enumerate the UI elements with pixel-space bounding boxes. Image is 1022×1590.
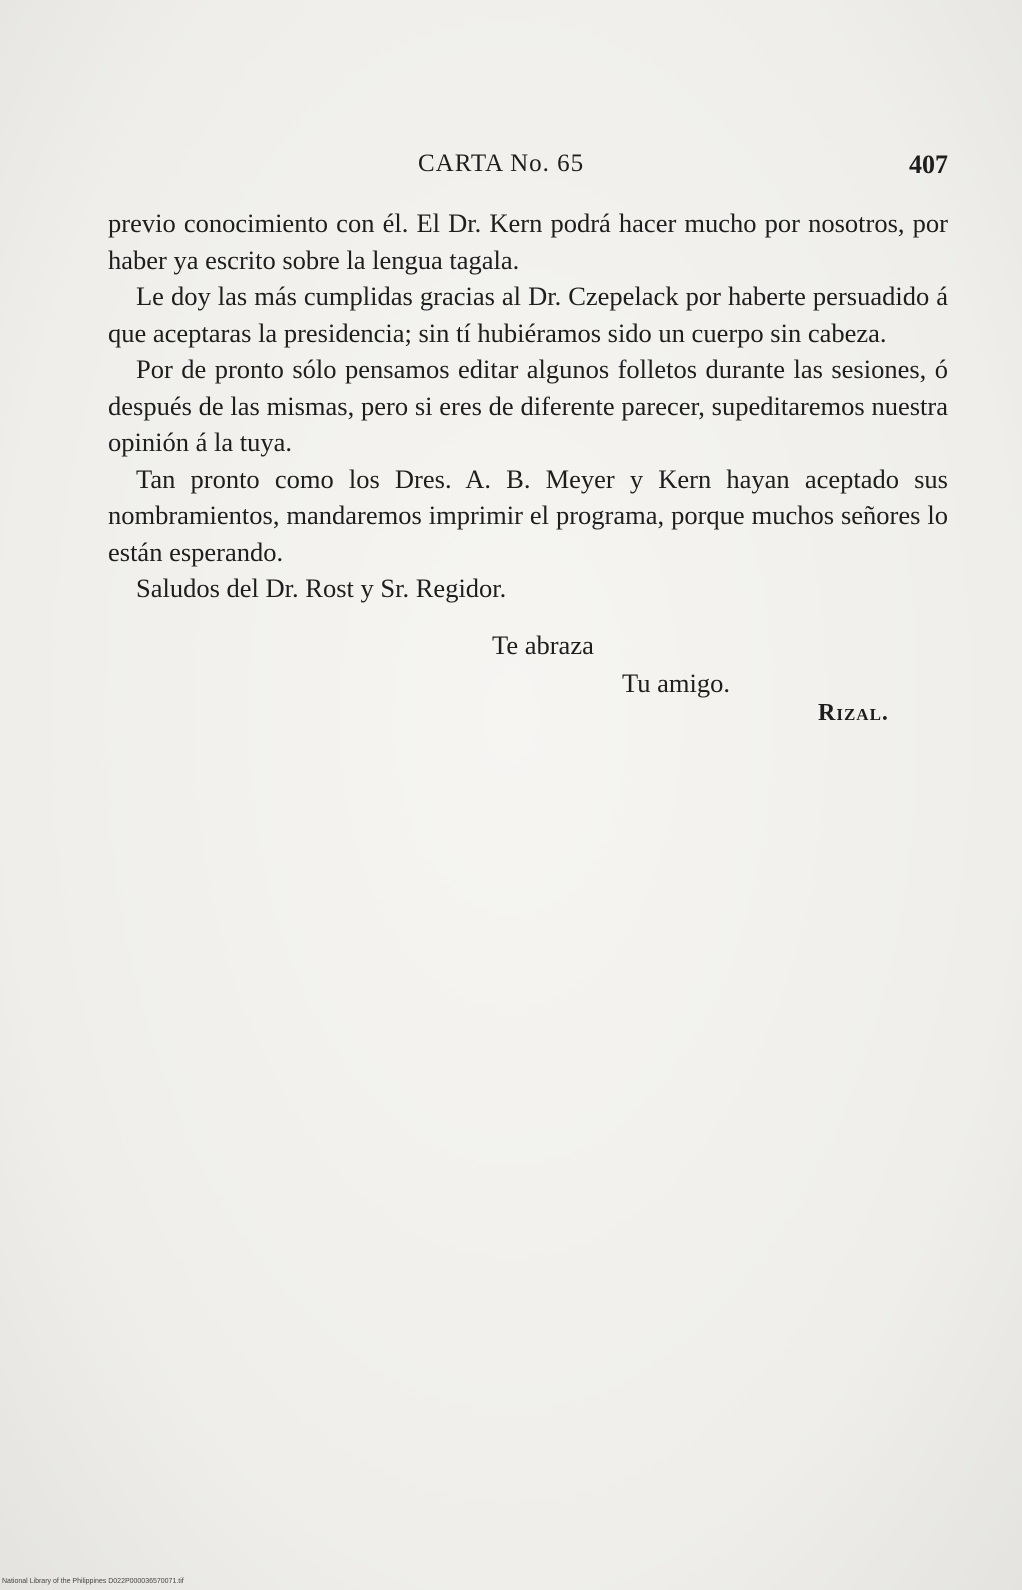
- paragraph-2: Le doy las más cumplidas gracias al Dr. Czepelack por haberte persuadido á que aceptaras la presidencia; sin tí hubiéramos sido un cuerpo sin cabeza.: [108, 281, 948, 348]
- scan-caption: National Library of the Philippines D022P000036570071.tif: [2, 1578, 184, 1585]
- paragraph-4: Tan pronto como los Dres. A. B. Meyer y Kern hayan aceptado sus nombramientos, mandaremos imprimir el programa, porque muchos señores lo están esperando.: [108, 463, 948, 567]
- closing-line-2: Tu amigo.: [622, 668, 730, 698]
- paragraph-3: Por de pronto sólo pensamos editar algunos folletos durante las sesiones, ó después de las mismas, pero si eres de diferente parecer, supeditaremos nuestra opinión á la tuya.: [108, 354, 948, 457]
- letter-body: [108, 205, 948, 607]
- page-number: 407: [909, 150, 948, 179]
- paragraph-5: Saludos del Dr. Rost y Sr. Regidor.: [136, 573, 507, 603]
- running-title: CARTA No. 65: [418, 150, 585, 177]
- page-header: [108, 150, 948, 190]
- paragraph-1: previo conocimiento con él. El Dr. Kern podrá hacer mucho por nosotros, por haber ya escrito sobre la lengua tagala.: [108, 208, 948, 275]
- closing-line-1: Te abraza: [492, 630, 594, 660]
- signature: Rizal.: [818, 700, 889, 726]
